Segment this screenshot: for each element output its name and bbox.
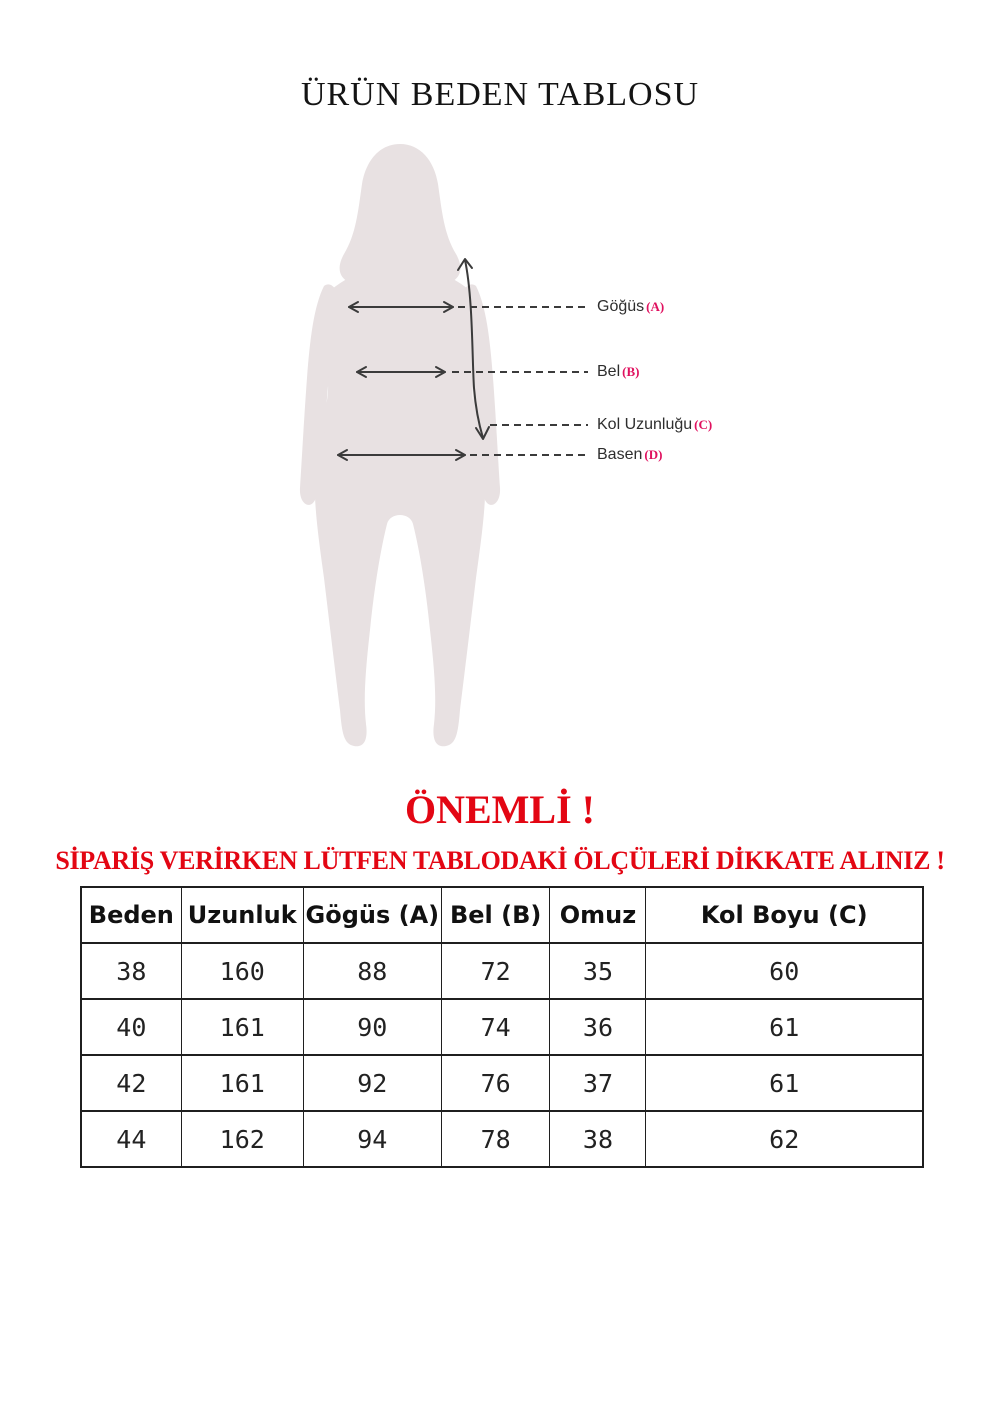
measurement-name: Göğüs xyxy=(597,298,645,315)
table-cell: 160 xyxy=(181,943,303,999)
col-header-uzunluk: Uzunluk xyxy=(181,887,303,943)
table-cell: 61 xyxy=(646,999,923,1055)
table-cell: 88 xyxy=(303,943,441,999)
important-heading: ÖNEMLİ ! xyxy=(405,787,595,832)
col-header-gogus: Gögüs (A) xyxy=(303,887,441,943)
col-header-kol-boyu: Kol Boyu (C) xyxy=(646,887,923,943)
table-cell: 161 xyxy=(181,1055,303,1111)
table-cell: 92 xyxy=(303,1055,441,1111)
table-cell: 94 xyxy=(303,1111,441,1167)
table-cell: 90 xyxy=(303,999,441,1055)
table-cell: 162 xyxy=(181,1111,303,1167)
table-cell: 161 xyxy=(181,999,303,1055)
table-cell: 40 xyxy=(81,999,181,1055)
size-table-header-row xyxy=(81,887,923,943)
measurement-label-waist xyxy=(597,361,639,383)
measurement-key: (D) xyxy=(644,447,663,462)
measurement-key: (A) xyxy=(646,299,665,314)
measurement-label-chest xyxy=(597,296,664,318)
table-cell: 36 xyxy=(550,999,646,1055)
measurement-name: Kol Uzunluğu xyxy=(597,416,693,433)
table-cell: 78 xyxy=(441,1111,550,1167)
col-header-omuz: Omuz xyxy=(550,887,646,943)
measurement-label-arm-length xyxy=(597,414,712,436)
page-title: ÜRÜN BEDEN TABLOSU xyxy=(300,76,700,113)
table-cell: 38 xyxy=(81,943,181,999)
table-cell: 62 xyxy=(646,1111,923,1167)
measurement-label-hip xyxy=(597,444,662,466)
body-measurement-diagram xyxy=(280,138,780,760)
table-cell: 61 xyxy=(646,1055,923,1111)
table-cell: 74 xyxy=(441,999,550,1055)
measurement-name: Basen xyxy=(597,446,643,463)
table-cell: 44 xyxy=(81,1111,181,1167)
col-header-beden: Beden xyxy=(81,887,181,943)
table-row xyxy=(81,1111,923,1167)
body-silhouette xyxy=(300,144,500,746)
table-cell: 38 xyxy=(550,1111,646,1167)
size-table xyxy=(80,886,924,1168)
table-cell: 37 xyxy=(550,1055,646,1111)
table-cell: 60 xyxy=(646,943,923,999)
table-cell: 76 xyxy=(441,1055,550,1111)
table-row xyxy=(81,999,923,1055)
important-message: SİPARİŞ VERİRKEN LÜTFEN TABLODAKİ ÖLÇÜLERİ DİKKATE ALINIZ ! xyxy=(55,846,945,875)
measurement-key: (B) xyxy=(622,364,640,379)
table-cell: 35 xyxy=(550,943,646,999)
measurement-key: (C) xyxy=(694,417,713,432)
table-row xyxy=(81,943,923,999)
table-row xyxy=(81,1055,923,1111)
measurement-name: Bel xyxy=(597,363,621,380)
table-cell: 42 xyxy=(81,1055,181,1111)
col-header-bel: Bel (B) xyxy=(441,887,550,943)
table-cell: 72 xyxy=(441,943,550,999)
